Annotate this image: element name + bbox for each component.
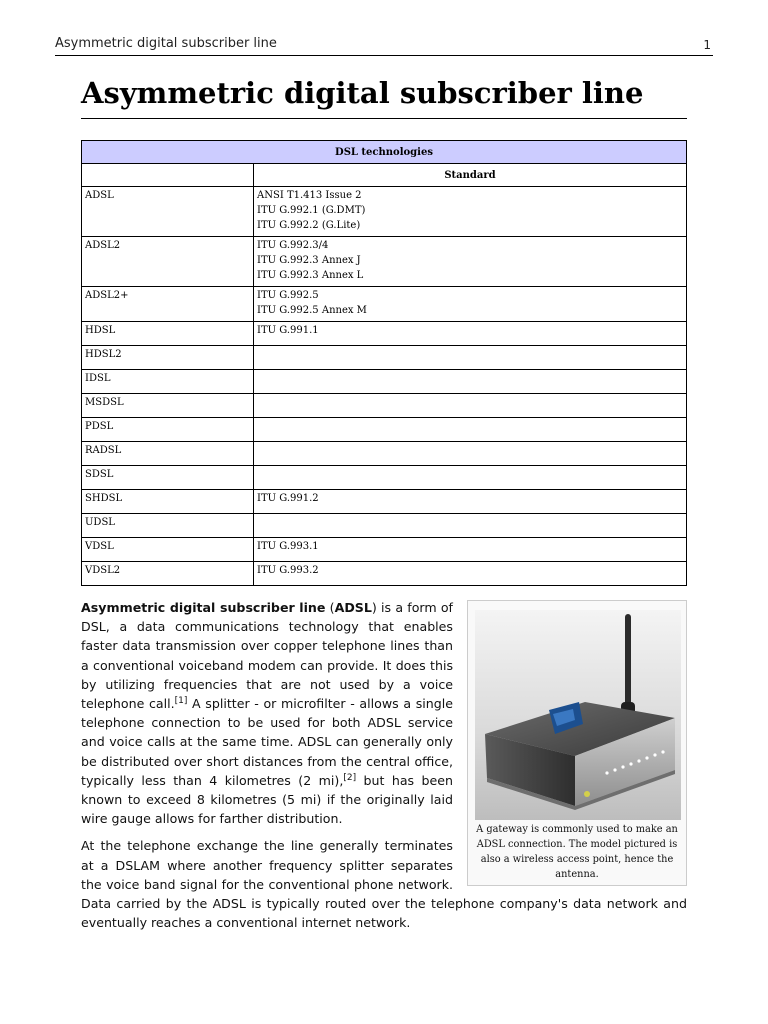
technology-name: ADSL: [82, 187, 254, 237]
standard-cell: [254, 466, 687, 490]
technology-name: ADSL2: [82, 237, 254, 287]
standard-cell: [254, 394, 687, 418]
standard-line: ITU G.992.1 (G.DMT): [257, 205, 366, 216]
dsl-technologies-table: [81, 140, 687, 586]
table-row: [82, 370, 687, 394]
technology-name: SDSL: [82, 466, 254, 490]
table-row: [82, 538, 687, 562]
technology-name: ADSL2+: [82, 287, 254, 322]
standard-line: ITU G.992.5 Annex M: [257, 305, 367, 316]
table-header-standard: Standard: [254, 164, 687, 187]
standard-cell: [254, 287, 687, 322]
standard-line: ITU G.992.5: [257, 290, 319, 301]
technology-name: PDSL: [82, 418, 254, 442]
standard-cell: [254, 187, 687, 237]
table-row: [82, 187, 687, 237]
standard-line: ITU G.992.2 (G.Lite): [257, 220, 361, 231]
standard-line: ITU G.992.3/4: [257, 240, 329, 251]
reference-2[interactable]: [2]: [343, 772, 357, 783]
standard-cell: [254, 370, 687, 394]
standard-line: ITU G.992.3 Annex L: [257, 270, 364, 281]
term-bold: Asymmetric digital subscriber line: [81, 600, 326, 615]
table-row: [82, 237, 687, 287]
technology-name: IDSL: [82, 370, 254, 394]
router-image: [475, 610, 681, 820]
standard-line: ITU G.993.1: [257, 541, 319, 552]
technology-name: VDSL: [82, 538, 254, 562]
standard-line: ITU G.991.1: [257, 325, 319, 336]
figure-thumbnail: [467, 600, 687, 886]
technology-name: MSDSL: [82, 394, 254, 418]
reference-1[interactable]: [1]: [174, 695, 188, 706]
standard-cell: [254, 418, 687, 442]
standard-cell: [254, 514, 687, 538]
standard-cell: [254, 442, 687, 466]
table-header-empty: [82, 164, 254, 187]
standard-cell: [254, 346, 687, 370]
technology-name: SHDSL: [82, 490, 254, 514]
technology-name: UDSL: [82, 514, 254, 538]
table-row: [82, 562, 687, 586]
standard-line: ITU G.992.3 Annex J: [257, 255, 361, 266]
table-row: [82, 514, 687, 538]
figure-caption: A gateway is commonly used to make an ADSL connection. The model pictured is also a wireless access point, hence the antenna.: [476, 824, 678, 880]
standard-cell: [254, 538, 687, 562]
table-row: [82, 287, 687, 322]
standard-cell: [254, 322, 687, 346]
standard-cell: [254, 237, 687, 287]
running-head-title: Asymmetric digital subscriber line: [55, 36, 277, 51]
standard-cell: [254, 490, 687, 514]
table-row: [82, 346, 687, 370]
technology-name: HDSL: [82, 322, 254, 346]
table-row: [82, 490, 687, 514]
technology-name: HDSL2: [82, 346, 254, 370]
paragraph-1: Asymmetric digital subscriber line (ADSL) is a form of DSL, a data communications technology that enables faster data transmission over copper telephone lines than a conventional voiceband modem can provide. It does this by utilizing frequencies that are not used by a voice telephone call.[1] A splitter - or microfilter - allows a single telephone connection to be used for both ADSL service and voice calls at the same time. ADSL can generally only be distributed over short distances from the central office, typically less than 4 kilometres (2 mi),[2] but has been known to exceed 8 kilometres (5 mi) if the originally laid wire gauge allows for farther distribution.: [81, 600, 454, 827]
technology-name: RADSL: [82, 442, 254, 466]
page-title: Asymmetric digital subscriber line: [81, 74, 687, 119]
table-row: [82, 322, 687, 346]
article-body: [81, 598, 687, 940]
standard-line: ANSI T1.413 Issue 2: [257, 190, 362, 201]
standard-cell: [254, 562, 687, 586]
table-body: [82, 187, 687, 586]
standard-line: ITU G.991.2: [257, 493, 319, 504]
paragraph-2: At the telephone exchange the line generally terminates at a DSLAM where another frequency splitter separates the voice band signal for the conventional phone network. Data carried by the ADSL is typically routed over the telephone company's data network and eventually reaches a conventional internet network.: [81, 838, 687, 931]
technology-name: VDSL2: [82, 562, 254, 586]
standard-line: ITU G.993.2: [257, 565, 319, 576]
running-head: [55, 35, 713, 56]
table-row: [82, 418, 687, 442]
table-row: [82, 442, 687, 466]
table-caption: DSL technologies: [82, 141, 687, 164]
abbr-bold: ADSL: [334, 600, 372, 615]
table-row: [82, 394, 687, 418]
page-number: 1: [703, 38, 711, 52]
table-row: [82, 466, 687, 490]
